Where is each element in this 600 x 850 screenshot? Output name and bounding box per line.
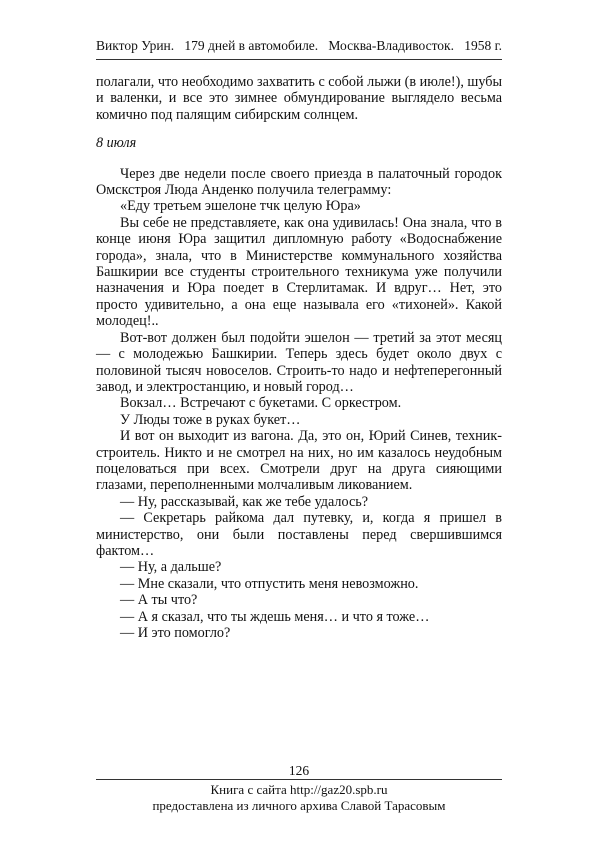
header-divider	[96, 59, 502, 60]
paragraph: У Люды тоже в руках букет…	[120, 411, 301, 428]
paragraph: Через две недели после своего приезда в палаточный городок Омскстроя Люда Анденко получила телеграмму:	[96, 165, 502, 199]
running-header	[96, 38, 502, 54]
header-route: Москва-Владивосток.	[328, 38, 454, 53]
footer	[96, 782, 502, 814]
footer-divider	[96, 779, 502, 780]
paragraph: Вокзал… Встречают с букетами. С оркестром.	[120, 395, 402, 412]
dialog-line: — Ну, рассказывай, как же тебе удалось?	[120, 493, 369, 510]
dialog-line: — Ну, а дальше?	[120, 559, 222, 576]
paragraph: И вот он выходит из вагона. Да, это он, Юрий Синев, техник-строитель. Никто и не смотрел на них, но им казалось неудобным поцеловаться при всех. Смотрели друг на друга сияющими глазами, переполненными молчаливым ликованием.	[96, 428, 502, 494]
page-number: 126	[288, 763, 310, 778]
footer-credit-line: предоставлена из личного архива Славой Тарасовым	[152, 798, 446, 813]
dialog-line: — А ты что?	[120, 592, 198, 609]
telegram-text: «Еду третьем эшелоне тчк целую Юра»	[120, 198, 361, 215]
header-year: 1958 г.	[464, 38, 502, 53]
dialog-line: — И это помогло?	[120, 625, 231, 641]
dialog-line: — Секретарь райкома дал путевку, и, когда я пришел в министерство, они были поставлены перед свершившимся фактом…	[96, 510, 502, 559]
header-author: Виктор Урин.	[96, 38, 175, 53]
paragraph: Вы себе не представляете, как она удивилась! Она знала, что в конце июня Юра защитил дипломную работу «Водоснабжение города», знала, что в Министерстве коммунального хозяйства Башкирии все студенты строительного техникума уже получили назначения и Юра поедет в Стерлитамак. И вдруг… Нет, это просто удивительно, а она еще называла его «тихоней». Какой молодец!..	[96, 214, 502, 330]
paragraph: Вот-вот должен был подойти эшелон — третий за этот месяц — с молодежью Башкирии. Теперь здесь будет около двух с половиной тысяч новоселов. Строить-то надо и нефтеперегонный завод, и электростанцию, и новый город…	[96, 329, 502, 395]
footer-source-line: Книга с сайта http://gaz20.spb.ru	[210, 782, 388, 797]
date-heading: 8 июля	[96, 135, 137, 152]
page-body	[96, 74, 502, 641]
header-title: 179 дней в автомобиле.	[184, 38, 319, 53]
dialog-line: — Мне сказали, что отпустить меня невозможно.	[120, 575, 419, 592]
dialog-line: — А я сказал, что ты ждешь меня… и что я тоже…	[120, 608, 430, 625]
paragraph-continuation: полагали, что необходимо захватить с собой лыжи (в июле!), шубы и валенки, и все это зимнее обмундирование выглядело весьма комично под палящим сибирским солнцем.	[96, 74, 502, 123]
